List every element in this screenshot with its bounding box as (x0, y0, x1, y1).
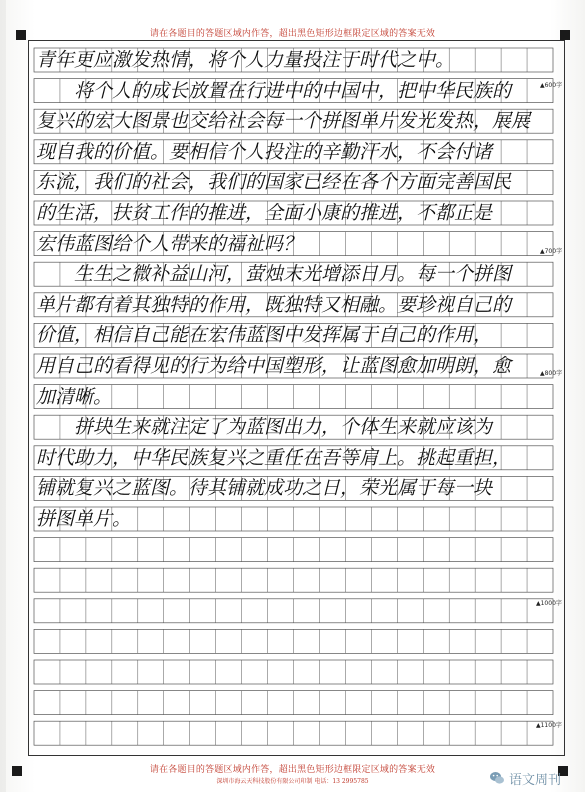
essay-line: 拼图单片。 (36, 508, 132, 530)
word-count-700: ▲700字 (540, 248, 563, 255)
watermark-text: 语文周刊 (509, 772, 562, 788)
printer-info: 深圳市海云天科技股份有限公司印制 电话：13 2995785 (216, 778, 369, 785)
word-count-1000: ▲1000字 (536, 600, 562, 607)
essay-line: 东流，我们的社会，我们的国家已经在各个方面完善国民 (36, 171, 512, 194)
essay-line: 青年更应激发热情，将个人力量投注于时代之中。 (36, 49, 455, 71)
grid-row (34, 599, 553, 623)
essay-line: 时代助力，中华民族复兴之重任在吾等肩上。挑起重担， (36, 446, 512, 469)
bottom-notice: 请在各题目的答题区域内作答，超出黑色矩形边框限定区域的答案无效 (149, 765, 436, 775)
essay-line: 生生之微补益山河，萤烛末光增添日月。每一个拼图 (36, 263, 512, 286)
essay-line: 将个人的成长放置在行进中的中国中，把中华民族的 (36, 79, 512, 102)
grid-row (34, 538, 553, 562)
essay-line: 单片都有着其独特的作用，既独特又相融。要珍视自己的 (36, 293, 512, 316)
grid-row (34, 660, 553, 684)
grid-row (34, 629, 553, 653)
essay-line: 加清晰。 (36, 385, 113, 408)
essay-line: 宏伟蓝图给个人带来的福祉吗？ (36, 232, 303, 255)
essay-line: 现自我的价值。要相信个人投注的辛勤汗水，不会付诸 (36, 140, 493, 163)
essay-line: 价值，相信自己能在宏伟蓝图中发挥属于自己的作用， (36, 324, 493, 347)
watermark (489, 768, 561, 788)
grid-row (34, 568, 553, 592)
grid-row (34, 721, 553, 745)
wechat-icon (489, 770, 505, 786)
essay-line: 复兴的宏大图景也交给社会每一个拼图单片发光发热，展展 (36, 110, 531, 133)
essay-line: 拼块生来就注定了为蓝图出力，个体生来就应该为 (36, 416, 493, 439)
word-count-600: ▲600字 (540, 82, 563, 89)
essay-line: 用自己的看得见的行为给中国塑形，让蓝图愈加明朗，愈 (36, 355, 512, 377)
top-notice: 请在各题目的答题区域内作答，超出黑色矩形边框限定区域的答案无效 (149, 29, 436, 39)
essay-line: 的生活，扶贫工作的推进，全面小康的推进，不都正是 (36, 202, 493, 224)
word-count-800: ▲800字 (540, 370, 563, 377)
grid-row (34, 691, 553, 715)
essay-line: 铺就复兴之蓝图。待其铺就成功之日，荣光属于每一块 (36, 477, 493, 500)
word-count-1100: ▲1100字 (536, 722, 562, 729)
